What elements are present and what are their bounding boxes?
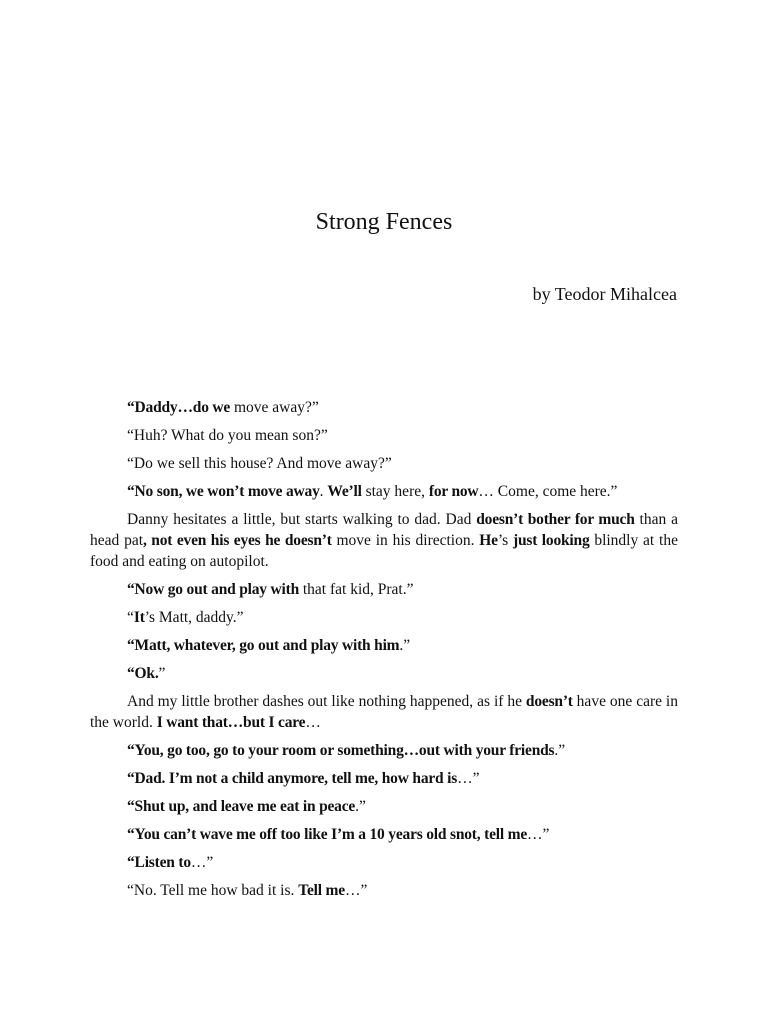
paragraph xyxy=(90,880,678,901)
document-title: Strong Fences xyxy=(315,209,453,235)
text-run: stay here, xyxy=(361,483,429,500)
text-run: .” xyxy=(355,798,366,815)
text-run: that fat kid, Prat.” xyxy=(299,581,414,598)
bold-text-run: for now xyxy=(428,483,479,500)
bold-text-run: “You, go too, go to your room or something…out with your friends xyxy=(127,742,555,759)
paragraph xyxy=(90,397,678,418)
paragraph xyxy=(90,579,678,600)
paragraph xyxy=(90,425,678,446)
bold-text-run: “Dad. I’m not a child anymore, tell me, how hard is xyxy=(127,770,458,787)
text-run: than a head pat xyxy=(90,511,678,549)
text-run: “No. Tell me how bad it is. xyxy=(127,882,299,899)
bold-text-run: “Matt, whatever, go out and play with him xyxy=(127,637,400,654)
text-run: have one care in the world. xyxy=(90,693,678,731)
text-run: …” xyxy=(527,826,550,843)
text-run: move away?” xyxy=(230,399,319,416)
paragraph xyxy=(90,453,678,474)
bold-text-run: “Shut up, and leave me eat in peace xyxy=(127,798,356,815)
text-run: … Come, come here.” xyxy=(478,483,618,500)
text-run: And my little brother dashes out like nothing happened, as if he xyxy=(127,693,526,710)
text-run: ” xyxy=(158,665,166,682)
bold-text-run: “Daddy…do we xyxy=(127,399,231,416)
text-run: “Huh? What do you mean son?” xyxy=(127,427,328,444)
text-run: . xyxy=(319,483,328,500)
bold-text-run: Tell me xyxy=(298,882,345,899)
text-run: …” xyxy=(457,770,480,787)
paragraph xyxy=(90,607,678,628)
text-run: “Do we sell this house? And move away?” xyxy=(127,455,392,472)
bold-text-run: just looking xyxy=(513,532,590,549)
story-body xyxy=(90,397,678,908)
paragraph xyxy=(90,481,678,502)
bold-text-run: It xyxy=(133,609,145,626)
paragraph xyxy=(90,663,678,684)
author-byline: by Teodor Mihalcea xyxy=(532,284,677,304)
text-run: “ xyxy=(127,609,134,626)
text-run: Danny hesitates a little, but starts walking to dad. Dad xyxy=(127,511,477,528)
paragraph xyxy=(90,796,678,817)
text-run: move in his direction. xyxy=(331,532,480,549)
bold-text-run: He xyxy=(479,532,498,549)
paragraph xyxy=(90,852,678,873)
bold-text-run: I want that…but I care xyxy=(156,714,306,731)
bold-text-run: “Listen to xyxy=(127,854,191,871)
text-run: … xyxy=(305,714,321,731)
text-run: ’s xyxy=(497,532,513,549)
bold-text-run: “Now go out and play with xyxy=(127,581,299,598)
bold-text-run: We’ll xyxy=(327,483,362,500)
text-run: …” xyxy=(344,882,368,899)
paragraph xyxy=(90,509,678,572)
paragraph xyxy=(90,740,678,761)
text-run: .” xyxy=(554,742,566,759)
text-run: ’s Matt, daddy.” xyxy=(144,609,244,626)
text-run: …” xyxy=(190,854,214,871)
bold-text-run: , not even his eyes he doesn’t xyxy=(143,532,332,549)
text-run: blindly at the food and eating on autopilot. xyxy=(90,532,678,570)
bold-text-run: “You can’t wave me off too like I’m a 10 years old snot, tell me xyxy=(127,826,528,843)
bold-text-run: “Ok. xyxy=(127,665,159,682)
paragraph xyxy=(90,768,678,789)
paragraph xyxy=(90,824,678,845)
bold-text-run: doesn’t xyxy=(525,693,573,710)
bold-text-run: “No son, we won’t move away xyxy=(127,483,320,500)
text-run: .” xyxy=(399,637,411,654)
bold-text-run: doesn’t bother for much xyxy=(476,511,635,528)
paragraph xyxy=(90,635,678,656)
paragraph xyxy=(90,691,678,733)
